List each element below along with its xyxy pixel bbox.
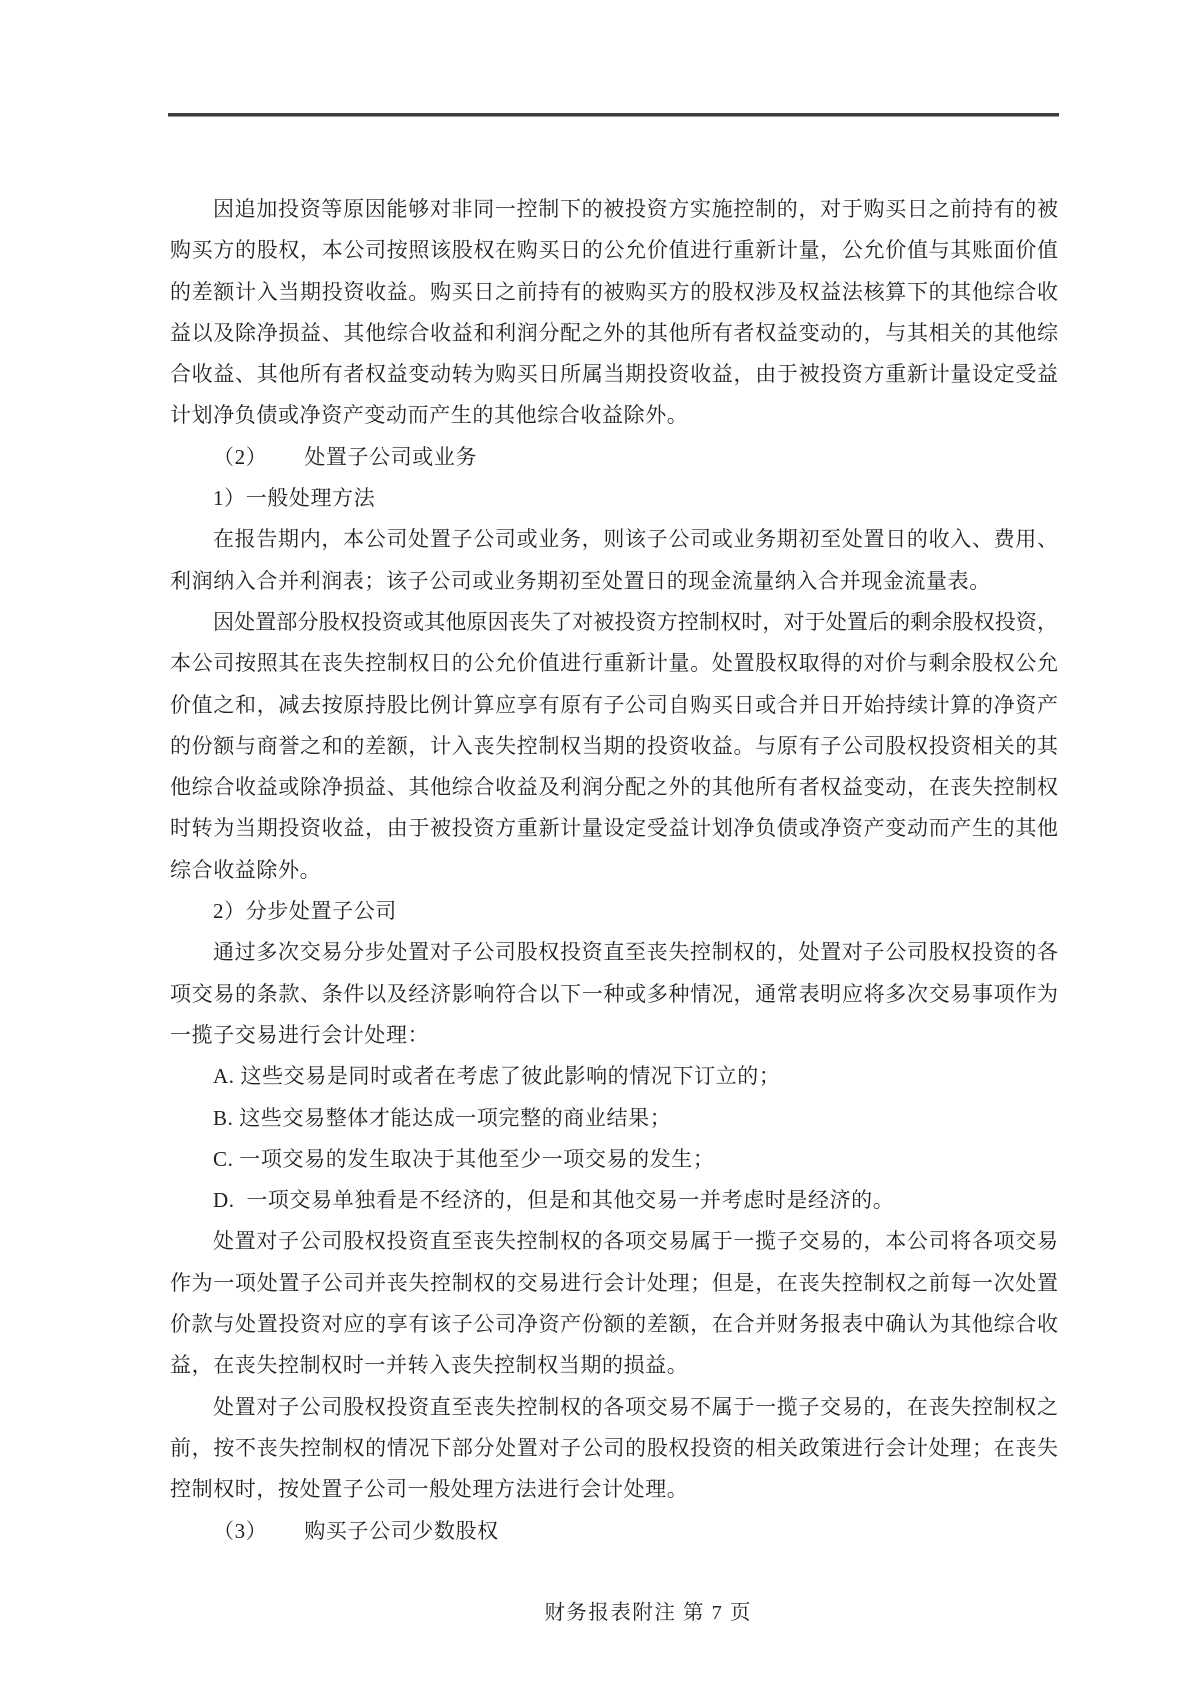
text-line: 处置对子公司股权投资直至丧失控制权的各项交易属于一揽子交易的，本公司将各项交易 [213, 1229, 1058, 1254]
text-line: 因追加投资等原因能够对非同一控制下的被投资方实施控制的，对于购买日之前持有的被 [213, 197, 1058, 221]
text-line: 综合收益除外。 [170, 857, 322, 882]
text-line: 他综合收益或除净损益、其他综合收益及利润分配之外的其他所有者权益变动，在丧失控制权 [170, 775, 1058, 800]
header-rule [168, 113, 1059, 117]
list-number: （2） [213, 444, 268, 469]
text-line: B. 这些交易整体才能达成一项完整的商业结果； [213, 1105, 672, 1130]
text-line: 一揽子交易进行会计处理： [170, 1022, 430, 1047]
text-line: D. 一项交易单独看是不经济的，但是和其他交易一并考虑时是经济的。 [213, 1188, 895, 1213]
text-line: 处置对子公司股权投资直至丧失控制权的各项交易不属于一揽子交易的，在丧失控制权之 [213, 1394, 1058, 1419]
text-line: 购买方的股权，本公司按照该股权在购买日的公允价值进行重新计量，公允价值与其账面价值 [170, 238, 1058, 263]
heading-text: 购买子公司少数股权 [304, 1518, 499, 1543]
text-line: C. 一项交易的发生取决于其他至少一项交易的发生； [213, 1146, 715, 1171]
text-line: 计划净负债或净资产变动而产生的其他综合收益除外。 [170, 403, 689, 428]
text-line: 前，按不丧失控制权的情况下部分处置对子公司的股权投资的相关政策进行会计处理；在丧失 [170, 1435, 1058, 1460]
page-footer [70, 1572, 1200, 1648]
text-line: 控制权时，按处置子公司一般处理方法进行会计处理。 [170, 1477, 689, 1502]
text-line: 益以及除净损益、其他综合收益和利润分配之外的其他所有者权益变动的，与其相关的其他综 [170, 320, 1058, 345]
text-line: 利润纳入合并利润表；该子公司或业务期初至处置日的现金流量纳入合并现金流量表。 [170, 568, 991, 593]
text-line: 价款与处置投资对应的享有该子公司净资产份额的差额，在合并财务报表中确认为其他综合收 [170, 1312, 1058, 1337]
list-number: （3） [213, 1518, 268, 1543]
text-line: 本公司按照其在丧失控制权日的公允价值进行重新计量。处置股权取得的对价与剩余股权公允 [170, 651, 1058, 676]
text-line: 1）一般处理方法 [213, 486, 376, 511]
text-line: 益，在丧失控制权时一并转入丧失控制权当期的损益。 [170, 1353, 689, 1378]
text-line [170, 437, 1058, 478]
text-line: A. 这些交易是同时或者在考虑了彼此影响的情况下订立的； [213, 1064, 781, 1089]
text-line: 合收益、其他所有者权益变动转为购买日所属当期投资收益，由于被投资方重新计量设定受益 [170, 362, 1058, 387]
text-line: 时转为当期投资收益，由于被投资方重新计量设定受益计划净负债或净资产变动而产生的其他 [170, 816, 1058, 841]
text-line: 因处置部分股权投资或其他原因丧失了对被投资方控制权时，对于处置后的剩余股权投资， [213, 609, 1058, 634]
text-line: 2）分步处置子公司 [213, 899, 397, 924]
footer-text: 财务报表附注 第 7 页 [544, 1602, 753, 1624]
text-line: 的份额与商誉之和的差额，计入丧失控制权当期的投资收益。与原有子公司股权投资相关的其 [170, 733, 1058, 758]
text-line [170, 1511, 1058, 1552]
document-body [170, 189, 1058, 1552]
heading-text: 处置子公司或业务 [304, 444, 478, 469]
text-line: 在报告期内，本公司处置子公司或业务，则该子公司或业务期初至处置日的收入、费用、 [213, 527, 1058, 552]
text-line: 项交易的条款、条件以及经济影响符合以下一种或多种情况，通常表明应将多次交易事项作为 [170, 981, 1058, 1006]
text-line: 的差额计入当期投资收益。购买日之前持有的被购买方的股权涉及权益法核算下的其他综合收 [170, 279, 1058, 304]
text-line: 通过多次交易分步处置对子公司股权投资直至丧失控制权的，处置对子公司股权投资的各 [213, 940, 1058, 965]
text-line: 价值之和，减去按原持股比例计算应享有原有子公司自购买日或合并日开始持续计算的净资产 [170, 692, 1058, 717]
text-line: 作为一项处置子公司并丧失控制权的交易进行会计处理；但是，在丧失控制权之前每一次处置 [170, 1270, 1058, 1295]
